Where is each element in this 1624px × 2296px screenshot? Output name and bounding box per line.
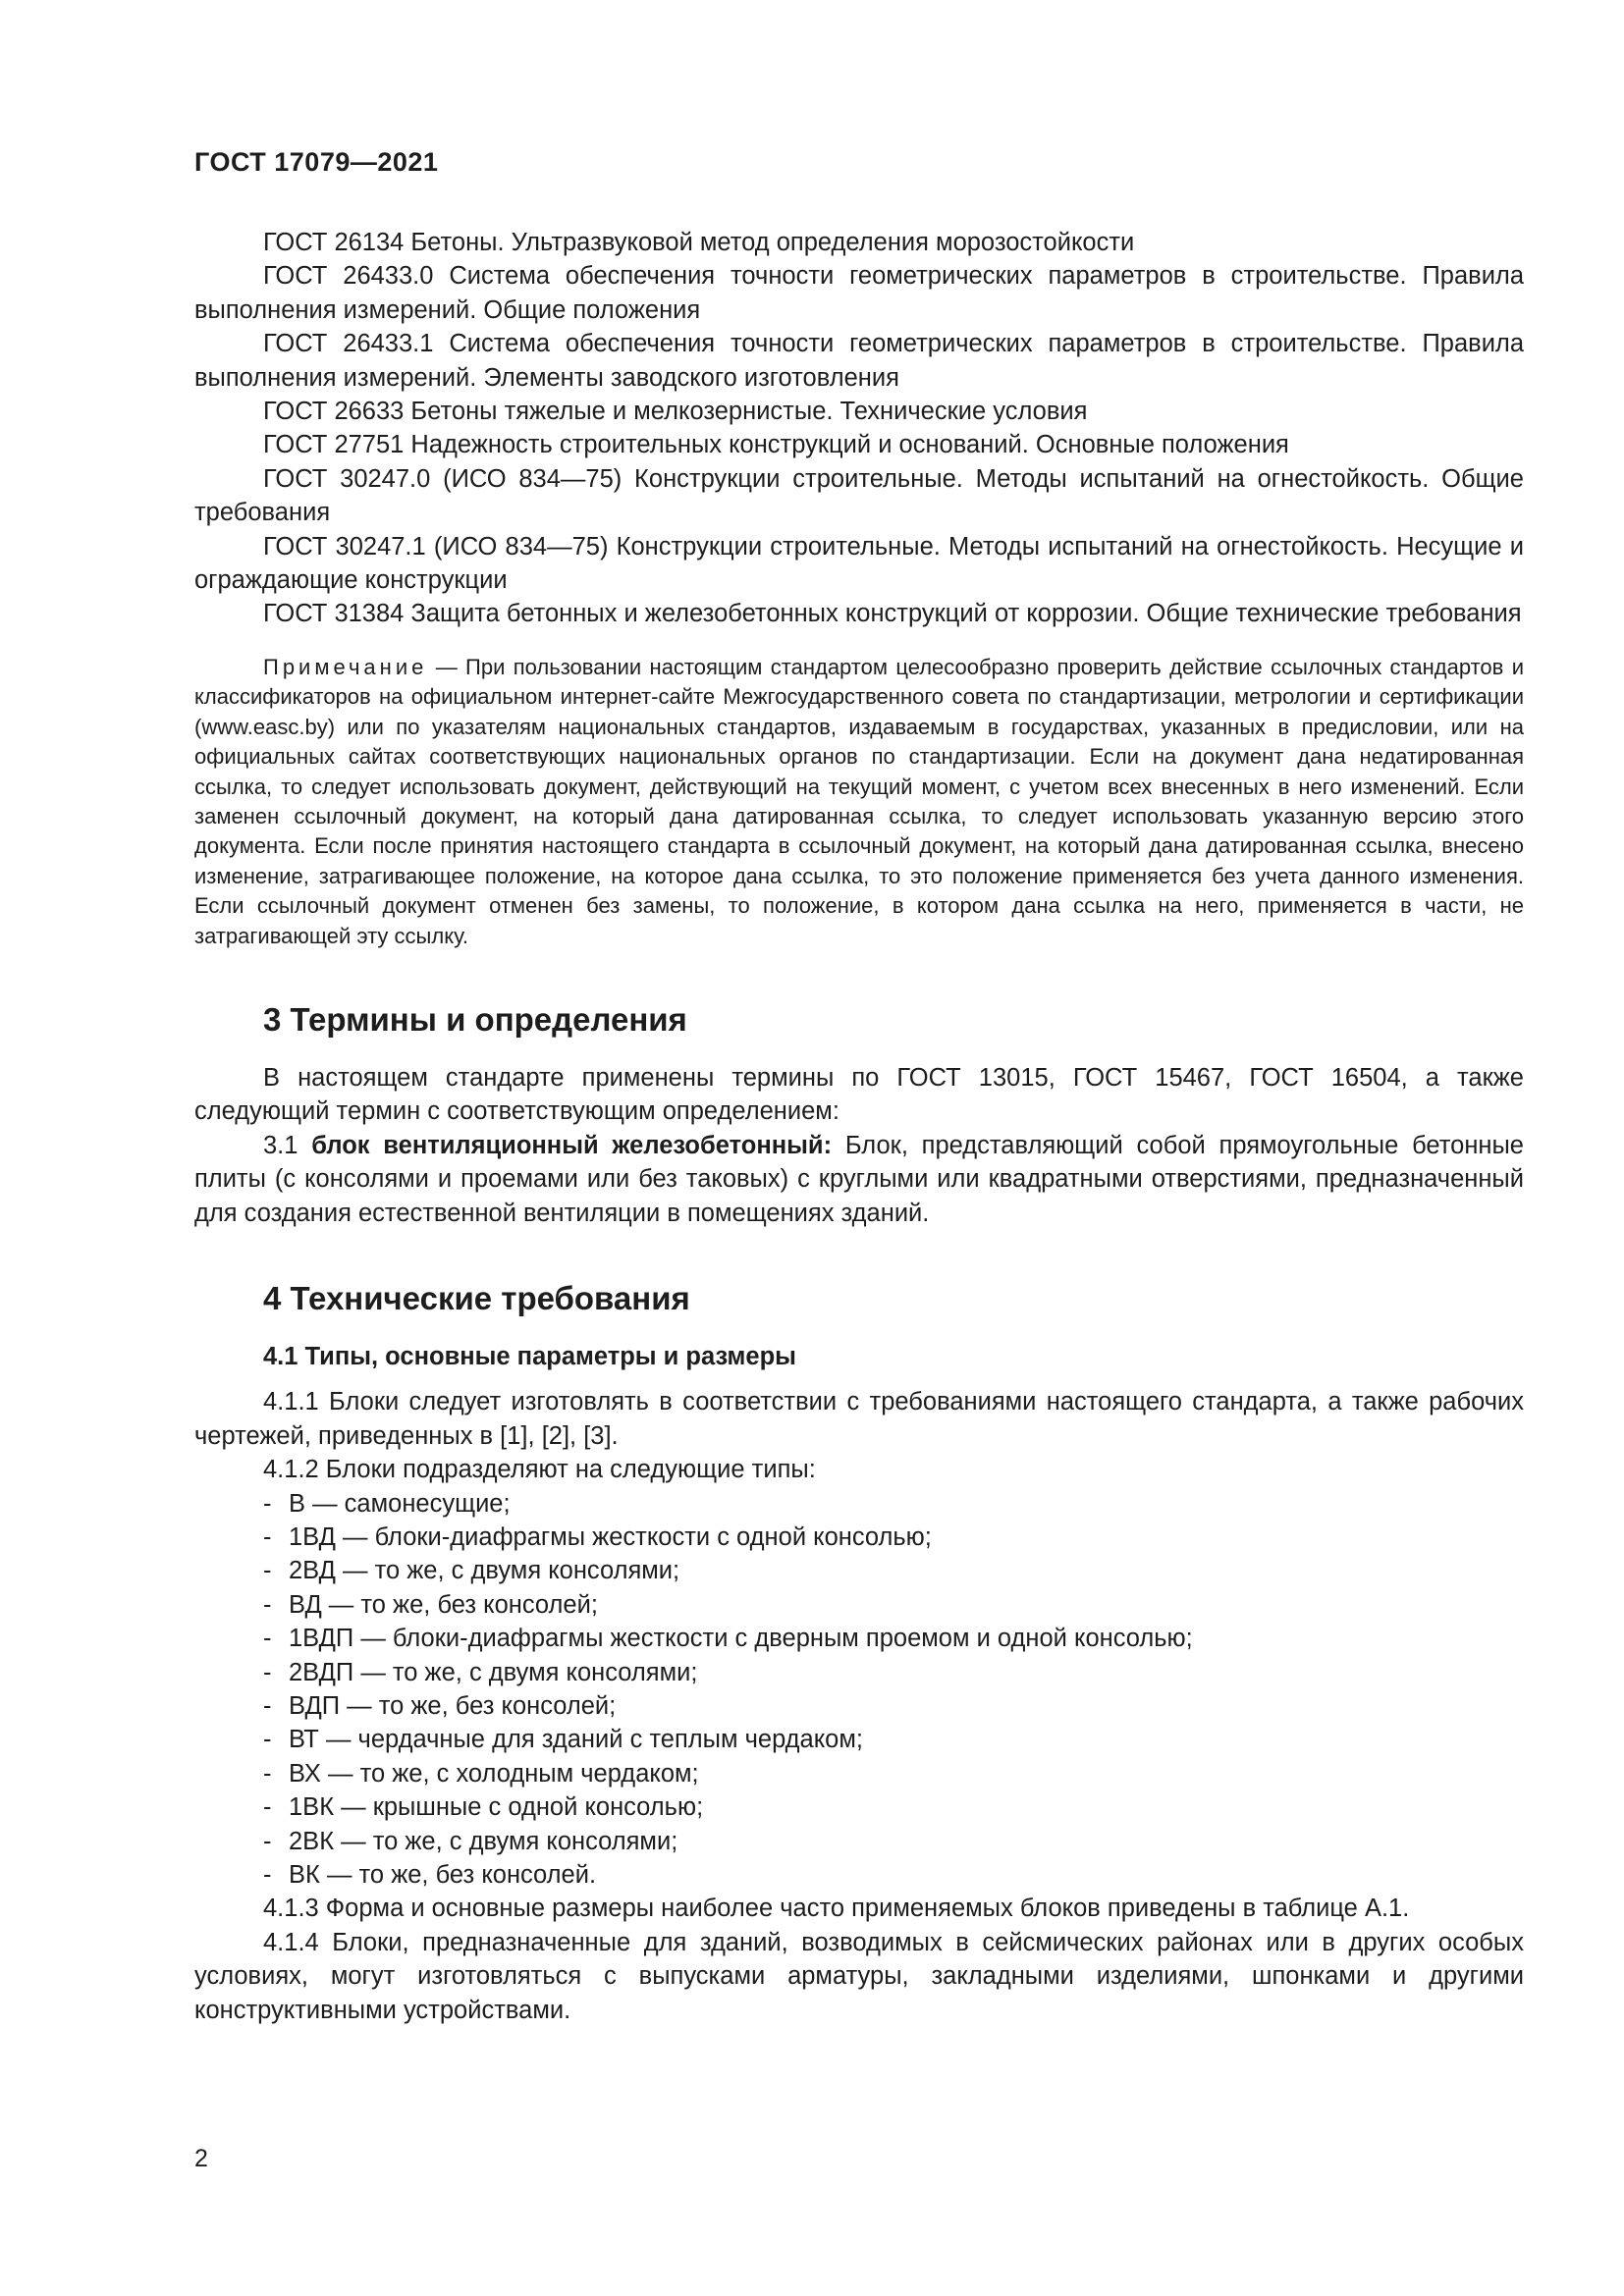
paragraph-4-1-2: 4.1.2 Блоки подразделяют на следующие типы: <box>263 1456 816 1484</box>
document-body <box>194 226 1524 2027</box>
section-4-heading: 4 Технические требования <box>263 1279 690 1316</box>
paragraph-4-1-1: 4.1.1 Блоки следует изготовлять в соответствии с требованиями настоящего стандарта, а также рабочих чертежей, приведенных в [1], [2], [3]. <box>194 1388 1524 1450</box>
list-item: - ВТ — чердачные для зданий с теплым чердаком; <box>263 1726 863 1754</box>
list-item: - 2ВД — то же, с двумя консолями; <box>263 1557 680 1585</box>
reference-item: ГОСТ 31384 Защита бетонных и железобетонных конструкций от коррозии. Общие технические требования <box>263 600 1522 628</box>
list-item: - 1ВК — крышные с одной консолью; <box>263 1793 704 1822</box>
document-code-header: ГОСТ 17079—2021 <box>194 147 439 177</box>
reference-item: ГОСТ 26433.1 Система обеспечения точности геометрических параметров в строительстве. Правила выполнения измерений. Элементы заводского изготовления <box>194 330 1524 392</box>
references-note <box>194 653 1524 951</box>
list-item: - 2ВК — то же, с двумя консолями; <box>263 1827 678 1855</box>
term-definition: Блок, представляющий собой прямоугольные бетонные плиты (с консолями и проемами или без таковых) с круглыми или квадратными отверстиями, предназначенный для создания естественной вентиляции в помещениях зданий. <box>194 1131 1524 1227</box>
reference-item: ГОСТ 26633 Бетоны тяжелые и мелкозернистые. Технические условия <box>263 398 1088 426</box>
section-3-heading: 3 Термины и определения <box>263 1000 687 1038</box>
list-item: - 1ВДП — блоки-диафрагмы жесткости с дверным проемом и одной консолью; <box>263 1625 1193 1653</box>
note-label: Примечание <box>263 654 428 679</box>
list-item: - ВДП — то же, без консолей; <box>263 1692 617 1721</box>
list-item: - ВХ — то же, с холодным чердаком; <box>263 1759 699 1788</box>
term-3-1 <box>194 1129 1524 1230</box>
reference-item: ГОСТ 30247.1 (ИСО 834—75) Конструкции строительные. Методы испытаний на огнестойкость. Несущие и ограждающие конструкции <box>194 532 1524 595</box>
reference-item: ГОСТ 27751 Надежность строительных конструкций и оснований. Основные положения <box>263 431 1289 459</box>
subsection-4-1-heading: 4.1 Типы, основные параметры и размеры <box>263 1342 796 1370</box>
term-name: блок вентиляционный железобетонный: <box>311 1131 833 1159</box>
list-item: - 1ВД — блоки-диафрагмы жесткости с одной консолью; <box>263 1523 932 1551</box>
paragraph-4-1-4: 4.1.4 Блоки, предназначенные для зданий, возводимых в сейсмических районах или в других особых условиях, могут изготовляться с выпусками арматуры, закладными изделиями, шпонками и другими конструктивными устройствами. <box>194 1928 1524 2024</box>
list-item: - ВК — то же, без консолей. <box>263 1861 597 1890</box>
note-text: — При пользовании настоящим стандартом целесообразно проверить действие ссылочных стандартов и классификаторов на официальном интернет-сайте Межгосударственного совета по стандартизации, метрологии и сертификации (www.easc.by) или по указателям национальных стандартов, издаваемым в государствах, указанных в предисловии, или на официальных сайтах соответствующих национальных органов по стандартизации. Если на документ дана недатированная ссылка, то следует использовать документ, действующий на текущий момент, с учетом всех внесенных в него изменений. Если заменен ссылочный документ, на который дана датированная ссылка, то следует использовать указанную версию этого документа. Если после принятия настоящего стандарта в ссылочный документ, на который дана датированная ссылка, внесено изменение, затрагивающее положение, на которое дана ссылка, то это положение применяется без учета данного изменения. Если ссылочный документ отменен без замены, то положение, в котором дана ссылка на него, применяется в части, не затрагивающей эту ссылку. <box>194 654 1524 948</box>
list-item: - В — самонесущие; <box>263 1489 511 1518</box>
normative-references-list <box>194 226 1524 631</box>
paragraph-4-1-3: 4.1.3 Форма и основные размеры наиболее часто применяемых блоков приведены в таблице А.1. <box>263 1895 1410 1923</box>
block-types-list <box>194 1487 1524 1893</box>
reference-item: ГОСТ 26433.0 Система обеспечения точности геометрических параметров в строительстве. Правила выполнения измерений. Общие положения <box>194 262 1524 324</box>
reference-item: ГОСТ 30247.0 (ИСО 834—75) Конструкции строительные. Методы испытаний на огнестойкость. Общие требования <box>194 464 1524 527</box>
list-item: - 2ВДП — то же, с двумя консолями; <box>263 1658 698 1686</box>
section-3-intro: В настоящем стандарте применены термины по ГОСТ 13015, ГОСТ 15467, ГОСТ 16504, а также следующий термин с соответствующим определением: <box>194 1063 1524 1126</box>
reference-item: ГОСТ 26134 Бетоны. Ультразвуковой метод определения морозостойкости <box>263 229 1135 256</box>
term-number: 3.1 <box>263 1131 312 1159</box>
list-item: - ВД — то же, без консолей; <box>263 1590 598 1619</box>
page-number: 2 <box>194 2145 208 2172</box>
